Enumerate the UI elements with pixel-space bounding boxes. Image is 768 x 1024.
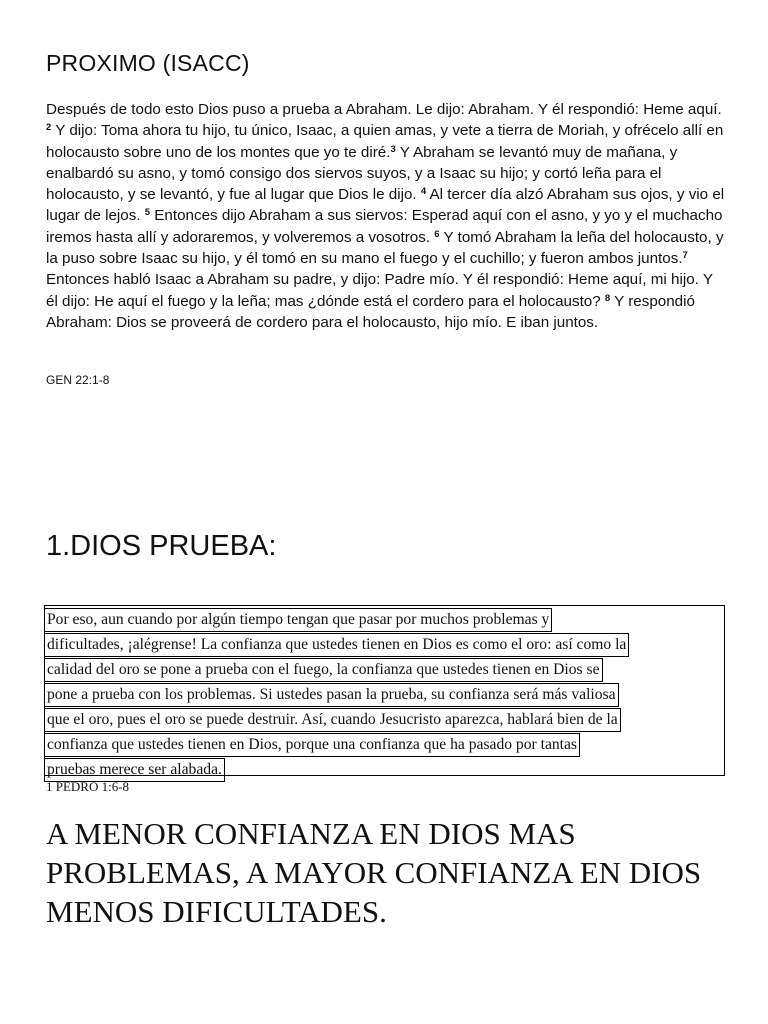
verse-number: 8 — [604, 292, 611, 304]
verse-number: 6 — [434, 228, 440, 240]
section-heading: 1.DIOS PRUEBA: — [46, 530, 277, 562]
verse-number: 5 — [144, 207, 151, 219]
bible-passage — [46, 99, 726, 333]
verse-number: 4 — [420, 186, 427, 198]
quote-line: pone a prueba con los problemas. Si ustedes pasan la prueba, su confianza será más valiosa — [44, 683, 619, 707]
quote-line: calidad del oro se pone a prueba con el fuego, la confianza que ustedes tienen en Dios se — [44, 658, 603, 682]
quote-line: confianza que ustedes tienen en Dios, porque una confianza que ha pasado por tantas — [44, 733, 580, 757]
passage-reference: GEN 22:1-8 — [46, 373, 110, 387]
verse-number: 3 — [390, 143, 396, 155]
passage-text: Entonces habló Isaac a Abraham su padre, y dijo: Padre mío. Y él respondió: Heme aquí, mi hijo. Y él dijo: He aquí el fuego y la leña; mas ¿dónde está el cordero para el holocausto? — [46, 271, 713, 310]
quote-line: dificultades, ¡alégrense! La confianza que ustedes tienen en Dios es como el oro: así como la — [44, 633, 629, 657]
passage-text: Y respondió Abraham: Dios se proveerá de cordero para el holocausto, hijo mío. E iban juntos. — [46, 292, 695, 331]
verse-number: 2 — [46, 122, 52, 134]
quote-block — [44, 608, 734, 783]
quote-line: pruebas merece ser alabada. — [44, 758, 225, 782]
passage-text: Entonces dijo Abraham a sus siervos: Esperad aquí con el asno, y yo y el muchacho iremos hasta allí y adoraremos, y volveremos a vosotros. — [46, 207, 723, 246]
passage-text: Después de todo esto Dios puso a prueba a Abraham. Le dijo: Abraham. Y él respondió: Heme aquí. — [46, 101, 722, 118]
quote-line: que el oro, pues el oro se puede destruir. Así, cuando Jesucristo aparezca, hablará bien de la — [44, 708, 621, 732]
passage-text: Al tercer día alzó Abraham sus ojos, y vio el lugar de lejos. — [46, 186, 725, 225]
conclusion-statement: A MENOR CONFIANZA EN DIOS MAS PROBLEMAS, A MAYOR CONFIANZA EN DIOS MENOS DIFICULTADES. — [46, 816, 702, 929]
passage-text: Y Abraham se levantó muy de mañana, y enalbardó su asno, y tomó consigo dos siervos suyos, y a Isaac su hijo; y cortó leña para el holocausto, y se levantó, y fue al lugar que Dios le dijo. — [46, 143, 678, 204]
page-title: PROXIMO (ISACC) — [46, 50, 250, 76]
quote-line: Por eso, aun cuando por algún tiempo tengan que pasar por muchos problemas y — [44, 608, 552, 632]
verse-number: 7 — [682, 250, 688, 262]
passage-text: Y dijo: Toma ahora tu hijo, tu único, Isaac, a quien amas, y vete a tierra de Moriah, y ofrécelo allí en holocausto sobre uno de los montes que yo te diré. — [46, 122, 724, 161]
passage-text: Y tomó Abraham la leña del holocausto, y la puso sobre Isaac su hijo, y él tomó en su mano el fuego y el cuchillo; y fueron ambos juntos. — [46, 228, 724, 268]
quote-reference: 1 PEDRO 1:6-8 — [46, 779, 130, 794]
